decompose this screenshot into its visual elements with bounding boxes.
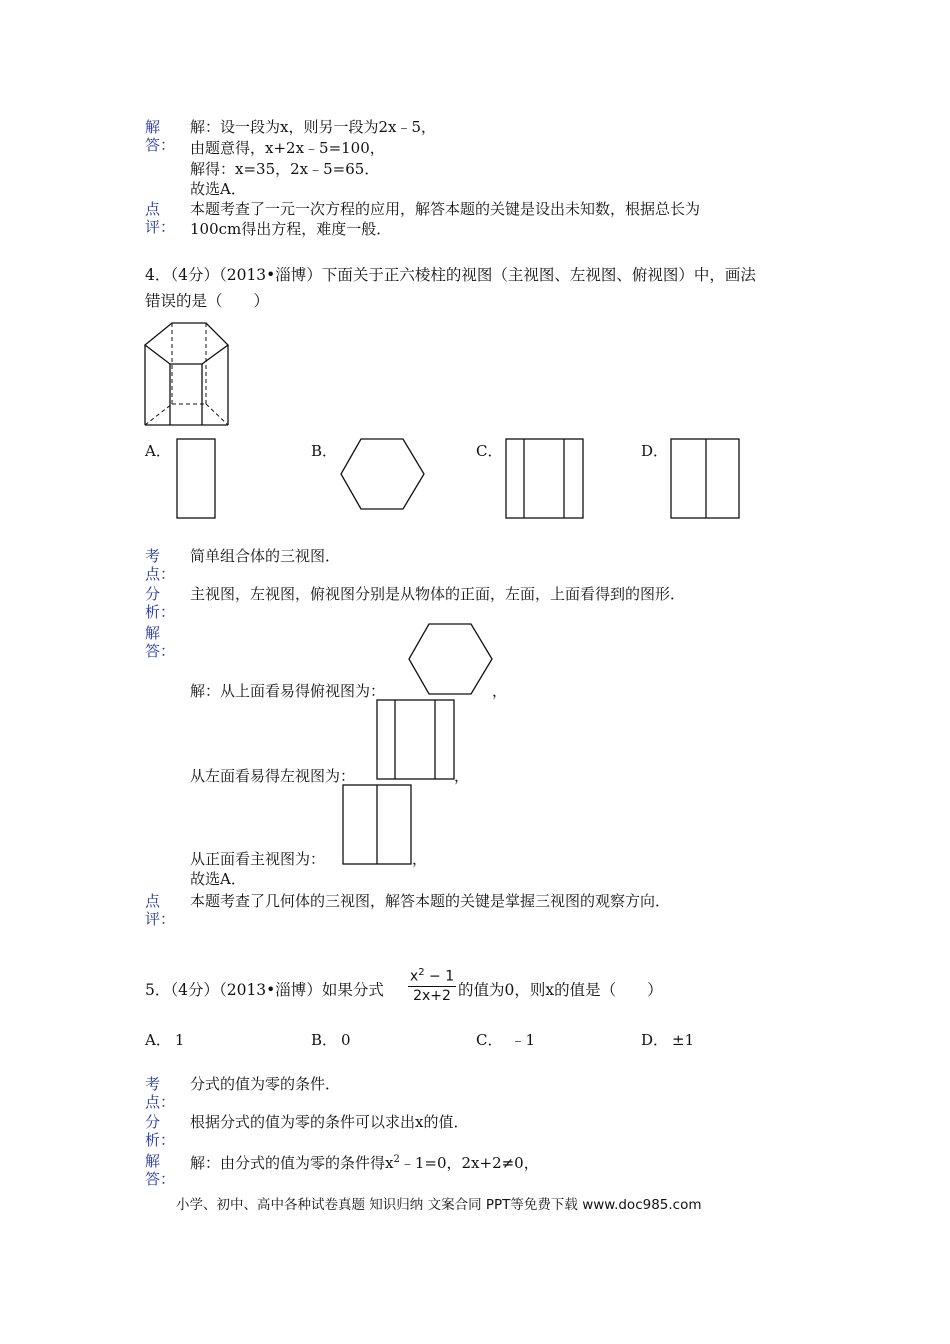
q4-solution-left: 从左面看易得左视图为： [190, 767, 356, 785]
q3-solution-line: 故选A． [190, 180, 246, 198]
label-jieda: 解 答： [145, 624, 176, 660]
q5-kaodian: 分式的值为零的条件． [190, 1075, 341, 1093]
q4-comment: 本题考查了几何体的三视图，解答本题的关键是掌握三视图的观察方向． [190, 892, 671, 910]
label-jieda: 解 答： [145, 118, 176, 154]
q4-fenxi: 主视图，左视图，俯视图分别是从物体的正面，左面，上面看得到的图形． [190, 585, 686, 603]
option-c-figure [505, 438, 585, 520]
label-kaodian: 考 点： [145, 547, 176, 583]
label-fenxi: 分 析： [145, 585, 176, 621]
q3-comment-line: 本题考查了一元一次方程的应用，解答本题的关键是设出未知数，根据总长为 [190, 200, 701, 218]
left-view-figure [376, 699, 456, 781]
q5-fraction [408, 965, 456, 1004]
punctuation: ， [454, 767, 470, 785]
q5-option-a: A． 1 [145, 1031, 185, 1049]
q5-option-c: C． ﹣1 [476, 1031, 536, 1049]
punctuation: ， [412, 850, 428, 868]
fraction-numerator: $x^2 - 1$ [409, 967, 455, 985]
page-footer: 小学、初中、高中各种试卷真题 知识归纳 文案合同 PPT等免费下载 www.doc985.com [176, 1197, 702, 1213]
q3-solution-line: 解：设一段为x，则另一段为2x﹣5， [190, 118, 437, 136]
q4-solution-choice: 故选A． [190, 870, 246, 888]
label-kaodian: 考 点： [145, 1075, 176, 1111]
q5-stem-post: 的值为0，则x的值是（ ） [458, 981, 663, 999]
option-b-label: B． [311, 442, 338, 460]
q5-solution: 解：由分式的值为零的条件得$x^2﹣1=0$，2x+2≠0， [190, 1154, 539, 1172]
front-view-figure [342, 784, 414, 866]
fraction-bar [408, 986, 456, 987]
q4-solution-top: 解：从上面看易得俯视图为： [190, 682, 386, 700]
q4-stem-line2: 错误的是（ ） [145, 292, 270, 310]
q4-kaodian: 简单组合体的三视图． [190, 547, 341, 565]
option-b-figure [340, 437, 426, 513]
label-fenxi: 分 析： [145, 1113, 176, 1149]
q5-option-d: D． ±1 [641, 1031, 695, 1049]
option-c-label: C． [476, 442, 503, 460]
label-dianping: 点 评： [145, 892, 176, 928]
option-d-label: D． [641, 442, 669, 460]
q4-stem-line1: 4．（4分）（2013•淄博）下面关于正六棱柱的视图（主视图、左视图、俯视图）中，画法 [145, 266, 756, 284]
q5-option-b: B． 0 [311, 1031, 351, 1049]
q3-comment-line: 100cm得出方程，难度一般． [190, 220, 392, 238]
label-dianping: 点 评： [145, 200, 176, 236]
option-a-figure [176, 438, 218, 520]
punctuation: ， [492, 682, 508, 700]
q3-solution-line: 解得：x=35，2x﹣5=65． [190, 160, 380, 178]
hexagonal-prism-figure [140, 318, 236, 430]
option-a-label: A． [145, 442, 171, 460]
fraction-denominator: 2x+2 [413, 987, 451, 1004]
q3-solution-line: 由题意得，x+2x﹣5=100， [190, 139, 385, 157]
q4-solution-front: 从正面看主视图为： [190, 850, 326, 868]
top-view-figure [408, 622, 494, 698]
q5-stem-pre: 5．（4分）（2013•淄博）如果分式 [145, 981, 384, 999]
label-jieda: 解 答： [145, 1152, 176, 1188]
option-d-figure [670, 438, 742, 520]
q5-fenxi: 根据分式的值为零的条件可以求出x的值． [190, 1113, 469, 1131]
